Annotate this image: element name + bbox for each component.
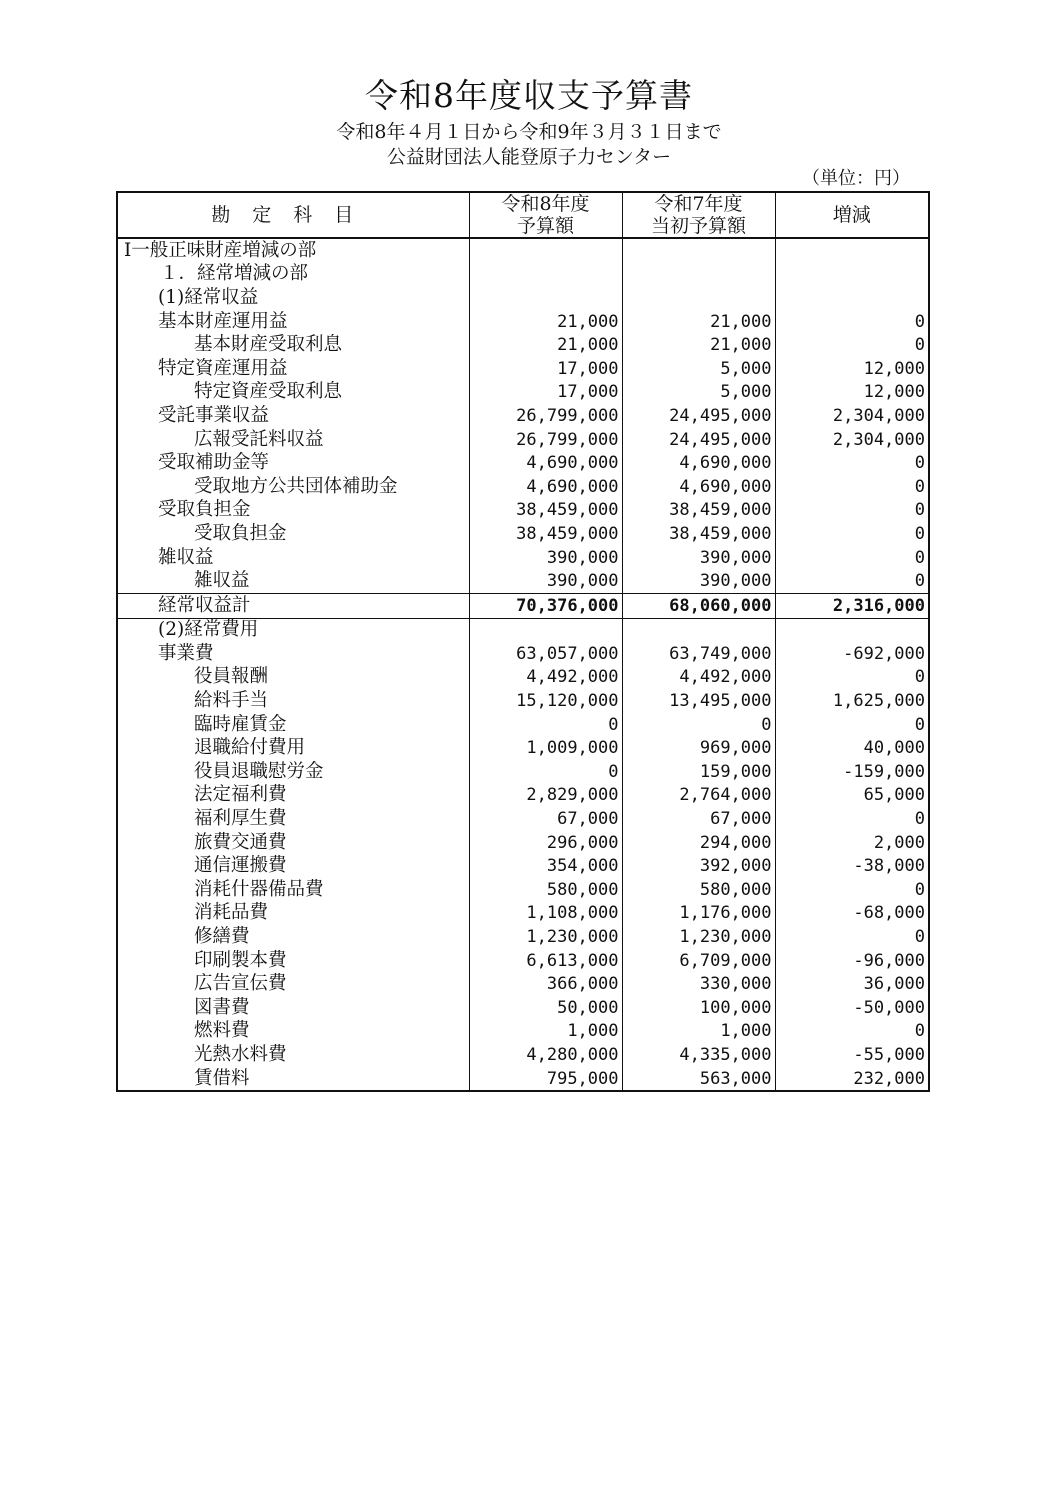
- budget-prior-cell: [622, 618, 775, 642]
- header-budget-current-line2: 予算額: [516, 215, 574, 237]
- change-cell: 2,304,000: [775, 404, 929, 428]
- table-row: [117, 428, 929, 452]
- budget-current-cell: 4,280,000: [469, 1043, 622, 1067]
- account-cell: 福利厚生費: [194, 808, 287, 830]
- budget-current-cell: 26,799,000: [469, 404, 622, 428]
- table-row: [117, 996, 929, 1020]
- budget-current-cell: 580,000: [469, 878, 622, 902]
- budget-current-cell: 50,000: [469, 996, 622, 1020]
- change-cell: 0: [775, 310, 929, 334]
- organization-name: 公益財団法人能登原子力センター: [386, 146, 672, 168]
- account-cell: 雑収益: [194, 570, 250, 592]
- budget-current-cell: 17,000: [469, 357, 622, 381]
- budget-current-cell: 70,376,000: [469, 593, 622, 618]
- budget-prior-cell: 21,000: [622, 333, 775, 357]
- budget-prior-cell: 4,690,000: [622, 475, 775, 499]
- budget-current-cell: 795,000: [469, 1067, 622, 1092]
- budget-table-body: [117, 238, 929, 1091]
- table-row: [117, 831, 929, 855]
- change-cell: -55,000: [775, 1043, 929, 1067]
- change-cell: 12,000: [775, 381, 929, 405]
- total-row: [117, 593, 929, 618]
- budget-prior-cell: 390,000: [622, 546, 775, 570]
- account-cell: 燃料費: [194, 1020, 250, 1042]
- table-row: [117, 475, 929, 499]
- change-cell: -38,000: [775, 854, 929, 878]
- budget-prior-cell: 563,000: [622, 1067, 775, 1092]
- account-cell: 基本財産運用益: [158, 310, 288, 332]
- change-cell: 0: [775, 878, 929, 902]
- table-row: [117, 807, 929, 831]
- budget-current-cell: 1,108,000: [469, 902, 622, 926]
- change-cell: 0: [775, 499, 929, 523]
- header-change: 増減: [775, 192, 929, 238]
- page-title: 令和8年度収支予算書: [365, 76, 693, 115]
- table-header-row: [117, 192, 929, 238]
- table-row: [117, 854, 929, 878]
- table-row: [117, 1043, 929, 1067]
- account-cell: １．経常増減の部: [160, 263, 309, 285]
- account-cell: 消耗品費: [194, 902, 269, 924]
- table-row: [117, 381, 929, 405]
- account-cell: 消耗什器備品費: [194, 878, 324, 900]
- change-cell: 65,000: [775, 784, 929, 808]
- table-row: [117, 784, 929, 808]
- change-cell: 36,000: [775, 972, 929, 996]
- budget-prior-cell: [622, 263, 775, 287]
- budget-prior-cell: 5,000: [622, 357, 775, 381]
- account-cell: 事業費: [158, 642, 214, 664]
- account-cell: (1)経常収益: [158, 286, 259, 308]
- change-cell: 2,304,000: [775, 428, 929, 452]
- budget-current-cell: 6,613,000: [469, 949, 622, 973]
- budget-prior-cell: 2,764,000: [622, 784, 775, 808]
- table-row: [117, 522, 929, 546]
- budget-prior-cell: 330,000: [622, 972, 775, 996]
- budget-prior-cell: 0: [622, 713, 775, 737]
- change-cell: 0: [775, 713, 929, 737]
- header-budget-current-line1: 令和8年度: [501, 193, 590, 215]
- account-cell: 経常収益計: [117, 593, 469, 618]
- table-row: [117, 642, 929, 666]
- account-cell: 臨時雇賃金: [194, 713, 287, 735]
- table-row: [117, 569, 929, 593]
- table-row: [117, 499, 929, 523]
- change-cell: 0: [775, 333, 929, 357]
- budget-prior-cell: 1,000: [622, 1020, 775, 1044]
- table-row: [117, 404, 929, 428]
- budget-current-cell: 67,000: [469, 807, 622, 831]
- budget-current-cell: 0: [469, 760, 622, 784]
- account-cell: 法定福利費: [194, 784, 287, 806]
- budget-current-cell: [469, 238, 622, 263]
- budget-prior-cell: 24,495,000: [622, 404, 775, 428]
- change-cell: 0: [775, 546, 929, 570]
- budget-prior-cell: 392,000: [622, 854, 775, 878]
- change-cell: 40,000: [775, 736, 929, 760]
- table-row: [117, 902, 929, 926]
- change-cell: 0: [775, 522, 929, 546]
- budget-current-cell: 63,057,000: [469, 642, 622, 666]
- budget-prior-cell: 38,459,000: [622, 522, 775, 546]
- change-cell: 0: [775, 569, 929, 593]
- budget-current-cell: 1,000: [469, 1020, 622, 1044]
- account-cell: 役員報酬: [194, 666, 269, 688]
- table-row: [117, 333, 929, 357]
- budget-current-cell: 390,000: [469, 569, 622, 593]
- header-budget-prior: [622, 192, 775, 238]
- budget-current-cell: 15,120,000: [469, 689, 622, 713]
- account-cell: (2)経常費用: [158, 619, 259, 641]
- account-cell: 通信運搬費: [194, 855, 287, 877]
- budget-current-cell: 21,000: [469, 333, 622, 357]
- budget-current-cell: 26,799,000: [469, 428, 622, 452]
- budget-current-cell: 354,000: [469, 854, 622, 878]
- budget-current-cell: [469, 263, 622, 287]
- budget-prior-cell: 100,000: [622, 996, 775, 1020]
- account-cell: 受取地方公共団体補助金: [194, 475, 398, 497]
- budget-current-cell: 1,230,000: [469, 925, 622, 949]
- table-row: [117, 1020, 929, 1044]
- change-cell: -159,000: [775, 760, 929, 784]
- budget-prior-cell: 21,000: [622, 310, 775, 334]
- account-cell: 受取負担金: [194, 522, 287, 544]
- budget-current-cell: 0: [469, 713, 622, 737]
- table-row: [117, 451, 929, 475]
- unit-label: （単位：円）: [802, 168, 910, 189]
- table-row: [117, 878, 929, 902]
- budget-prior-cell: 1,230,000: [622, 925, 775, 949]
- account-cell: 図書費: [194, 996, 250, 1018]
- budget-table: [116, 191, 930, 1092]
- budget-prior-cell: 4,492,000: [622, 666, 775, 690]
- account-cell: 役員退職慰労金: [194, 760, 324, 782]
- account-cell: 給料手当: [194, 690, 269, 712]
- table-row: [117, 546, 929, 570]
- change-cell: -68,000: [775, 902, 929, 926]
- change-cell: 0: [775, 666, 929, 690]
- budget-current-cell: 366,000: [469, 972, 622, 996]
- budget-current-cell: 1,009,000: [469, 736, 622, 760]
- change-cell: 2,000: [775, 831, 929, 855]
- budget-prior-cell: 38,459,000: [622, 499, 775, 523]
- change-cell: 2,316,000: [775, 593, 929, 618]
- account-cell: 賃借料: [194, 1067, 250, 1089]
- change-cell: 0: [775, 1020, 929, 1044]
- table-row: [117, 618, 929, 642]
- budget-current-cell: 296,000: [469, 831, 622, 855]
- change-cell: [775, 238, 929, 263]
- budget-current-cell: 17,000: [469, 381, 622, 405]
- account-cell: 光熱水料費: [194, 1043, 287, 1065]
- change-cell: 12,000: [775, 357, 929, 381]
- account-cell: 特定資産受取利息: [194, 381, 343, 403]
- table-row: [117, 760, 929, 784]
- budget-prior-cell: 390,000: [622, 569, 775, 593]
- account-cell: 広告宣伝費: [194, 973, 287, 995]
- account-cell: 旅費交通費: [194, 831, 287, 853]
- change-cell: 0: [775, 925, 929, 949]
- table-row: [117, 666, 929, 690]
- account-cell: 広報受託料収益: [194, 428, 324, 450]
- account-cell: 受取負担金: [158, 499, 251, 521]
- table-row: [117, 713, 929, 737]
- budget-prior-cell: 4,335,000: [622, 1043, 775, 1067]
- account-cell: 受託事業収益: [158, 404, 270, 426]
- change-cell: [775, 263, 929, 287]
- header-budget-prior-line2: 当初予算額: [650, 215, 746, 237]
- budget-prior-cell: 294,000: [622, 831, 775, 855]
- account-cell: 受取補助金等: [158, 452, 270, 474]
- table-row: [117, 238, 929, 263]
- budget-current-cell: 4,690,000: [469, 451, 622, 475]
- table-row: [117, 310, 929, 334]
- header-budget-current: [469, 192, 622, 238]
- table-row: [117, 736, 929, 760]
- budget-prior-cell: 24,495,000: [622, 428, 775, 452]
- budget-current-cell: [469, 618, 622, 642]
- account-cell: 基本財産受取利息: [194, 334, 343, 356]
- budget-prior-cell: 1,176,000: [622, 902, 775, 926]
- budget-prior-cell: 6,709,000: [622, 949, 775, 973]
- fiscal-period: 令和8年４月１日から令和9年３月３１日まで: [336, 121, 722, 143]
- change-cell: [775, 618, 929, 642]
- table-row: [117, 357, 929, 381]
- budget-current-cell: 2,829,000: [469, 784, 622, 808]
- change-cell: 0: [775, 451, 929, 475]
- budget-prior-cell: 63,749,000: [622, 642, 775, 666]
- account-cell: 雑収益: [158, 546, 214, 568]
- table-row: [117, 1067, 929, 1092]
- table-row: [117, 972, 929, 996]
- budget-current-cell: 390,000: [469, 546, 622, 570]
- header-account: 勘定科目: [117, 192, 469, 238]
- budget-current-cell: 21,000: [469, 310, 622, 334]
- budget-prior-cell: 13,495,000: [622, 689, 775, 713]
- account-cell: 特定資産運用益: [158, 357, 288, 379]
- budget-prior-cell: 969,000: [622, 736, 775, 760]
- budget-prior-cell: 580,000: [622, 878, 775, 902]
- change-cell: 0: [775, 807, 929, 831]
- budget-prior-cell: 67,000: [622, 807, 775, 831]
- budget-current-cell: 4,690,000: [469, 475, 622, 499]
- budget-current-cell: 4,492,000: [469, 666, 622, 690]
- table-row: [117, 689, 929, 713]
- change-cell: -50,000: [775, 996, 929, 1020]
- budget-prior-cell: 68,060,000: [622, 593, 775, 618]
- change-cell: -96,000: [775, 949, 929, 973]
- budget-prior-cell: 5,000: [622, 381, 775, 405]
- budget-current-cell: [469, 286, 622, 310]
- budget-current-cell: 38,459,000: [469, 522, 622, 546]
- account-cell: 修繕費: [194, 926, 250, 948]
- table-row: [117, 925, 929, 949]
- account-cell: 印刷製本費: [194, 949, 287, 971]
- table-row: [117, 263, 929, 287]
- budget-prior-cell: [622, 238, 775, 263]
- budget-prior-cell: 159,000: [622, 760, 775, 784]
- table-row: [117, 949, 929, 973]
- change-cell: -692,000: [775, 642, 929, 666]
- budget-current-cell: 38,459,000: [469, 499, 622, 523]
- budget-prior-cell: [622, 286, 775, 310]
- table-row: [117, 286, 929, 310]
- account-cell: Ⅰ一般正味財産増減の部: [124, 239, 317, 261]
- change-cell: 0: [775, 475, 929, 499]
- change-cell: 1,625,000: [775, 689, 929, 713]
- budget-prior-cell: 4,690,000: [622, 451, 775, 475]
- change-cell: 232,000: [775, 1067, 929, 1092]
- header-budget-prior-line1: 令和7年度: [654, 193, 743, 215]
- change-cell: [775, 286, 929, 310]
- account-cell: 退職給付費用: [194, 737, 306, 759]
